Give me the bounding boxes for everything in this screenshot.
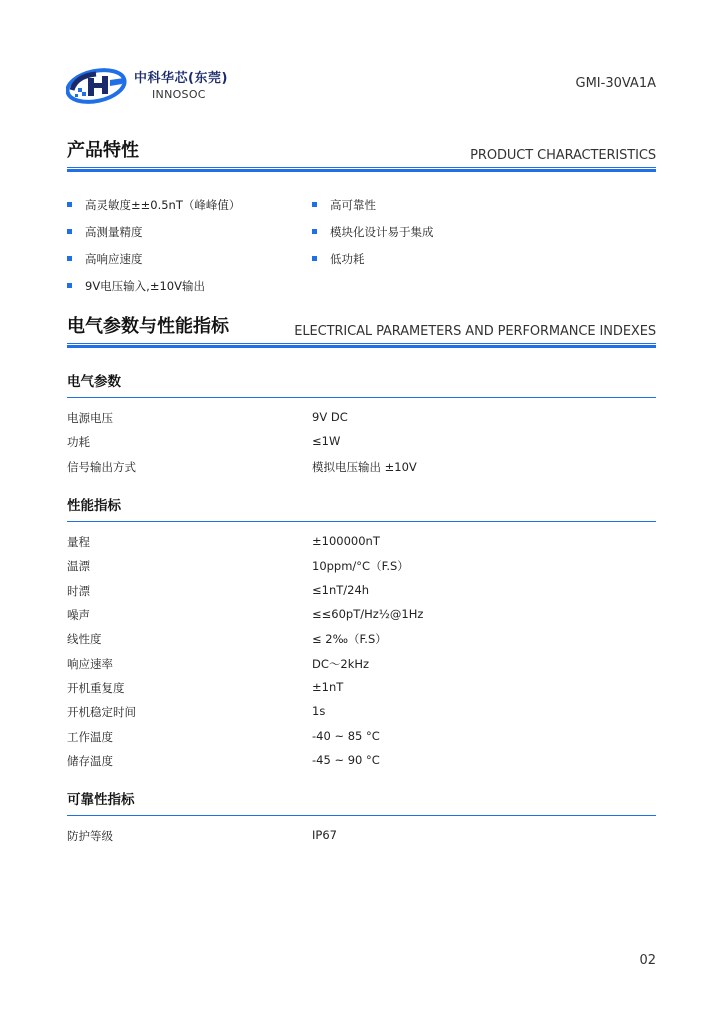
param-value: 模拟电压输出 ±10V <box>312 460 417 474</box>
param-label: 时漂 <box>67 584 90 598</box>
feature-item: 低功耗 <box>312 251 365 267</box>
subsection-rule <box>67 397 656 398</box>
innosoc-logo-icon <box>66 68 130 104</box>
company-logo <box>66 68 228 104</box>
param-label: 温漂 <box>67 559 90 573</box>
square-bullet-icon <box>67 283 72 288</box>
square-bullet-icon <box>312 202 317 207</box>
param-value: 9V DC <box>312 410 348 424</box>
param-row <box>67 631 656 649</box>
param-label: 功耗 <box>67 435 90 449</box>
section-rule-thick <box>67 169 656 172</box>
square-bullet-icon <box>67 229 72 234</box>
square-bullet-icon <box>67 202 72 207</box>
param-value: IP67 <box>312 828 337 842</box>
subsection-title: 性能指标 <box>67 498 121 514</box>
feature-item: 高响应速度 <box>67 251 143 267</box>
param-row <box>67 459 656 477</box>
section-header-parameters <box>67 314 656 346</box>
section-header-characteristics <box>67 138 656 170</box>
param-label: 开机稳定时间 <box>67 705 136 719</box>
param-value: 10ppm/°C（F.S） <box>312 559 409 573</box>
param-label: 线性度 <box>67 632 102 646</box>
param-label: 量程 <box>67 535 90 549</box>
section-title: 产品特性 <box>67 140 139 161</box>
subsection-header-performance <box>67 496 656 522</box>
model-number: GMI-30VA1A <box>575 76 656 91</box>
subsection-title: 电气参数 <box>67 374 121 390</box>
section-title: 电气参数与性能指标 <box>67 316 229 337</box>
param-row <box>67 558 656 576</box>
param-value: -45 ~ 90 °C <box>312 753 380 767</box>
section-rule-thick <box>67 345 656 348</box>
section-rule-thin <box>67 343 656 344</box>
subsection-rule <box>67 521 656 522</box>
param-row <box>67 583 656 601</box>
feature-item: 高灵敏度±±0.5nT（峰峰值） <box>67 197 240 213</box>
subsection-header-reliability <box>67 790 656 816</box>
param-row <box>67 753 656 771</box>
subsection-rule <box>67 815 656 816</box>
param-value: ±100000nT <box>312 534 380 548</box>
param-value: 1s <box>312 704 326 718</box>
param-label: 信号输出方式 <box>67 460 136 474</box>
feature-item: 高测量精度 <box>67 224 143 240</box>
page-number: 02 <box>639 953 656 968</box>
section-title-en: ELECTRICAL PARAMETERS AND PERFORMANCE INDEXES <box>294 324 656 339</box>
square-bullet-icon <box>312 256 317 261</box>
param-row <box>67 534 656 552</box>
param-value: ≤1W <box>312 434 341 448</box>
feature-item: 9V电压输入,±10V输出 <box>67 278 205 294</box>
feature-item: 模块化设计易于集成 <box>312 224 434 240</box>
param-value: ≤ 2‰（F.S） <box>312 632 387 646</box>
logo-english-name: INNOSOC <box>152 88 206 101</box>
param-value: -40 ~ 85 °C <box>312 729 380 743</box>
section-title-en: PRODUCT CHARACTERISTICS <box>470 148 656 163</box>
param-row <box>67 704 656 722</box>
param-label: 噪声 <box>67 608 90 622</box>
param-label: 储存温度 <box>67 754 113 768</box>
param-value: ±1nT <box>312 680 344 694</box>
param-value: ≤1nT/24h <box>312 583 370 597</box>
param-value: DC～2kHz <box>312 657 370 671</box>
param-label: 工作温度 <box>67 730 113 744</box>
logo-chinese-name: 中科华芯(东莞) <box>134 71 228 86</box>
param-label: 响应速率 <box>67 657 113 671</box>
square-bullet-icon <box>312 229 317 234</box>
subsection-header-electrical <box>67 372 656 398</box>
param-row <box>67 607 656 625</box>
param-row <box>67 434 656 452</box>
param-row <box>67 729 656 747</box>
param-label: 开机重复度 <box>67 681 125 695</box>
param-label: 电源电压 <box>67 411 113 425</box>
param-row <box>67 828 656 846</box>
section-rule-thin <box>67 167 656 168</box>
square-bullet-icon <box>67 256 72 261</box>
param-label: 防护等级 <box>67 829 113 843</box>
param-value: ≤≤60pT/Hz½@1Hz <box>312 607 424 621</box>
feature-item: 高可靠性 <box>312 197 376 213</box>
param-row <box>67 680 656 698</box>
subsection-title: 可靠性指标 <box>67 792 135 808</box>
param-row <box>67 656 656 674</box>
param-row <box>67 410 656 428</box>
